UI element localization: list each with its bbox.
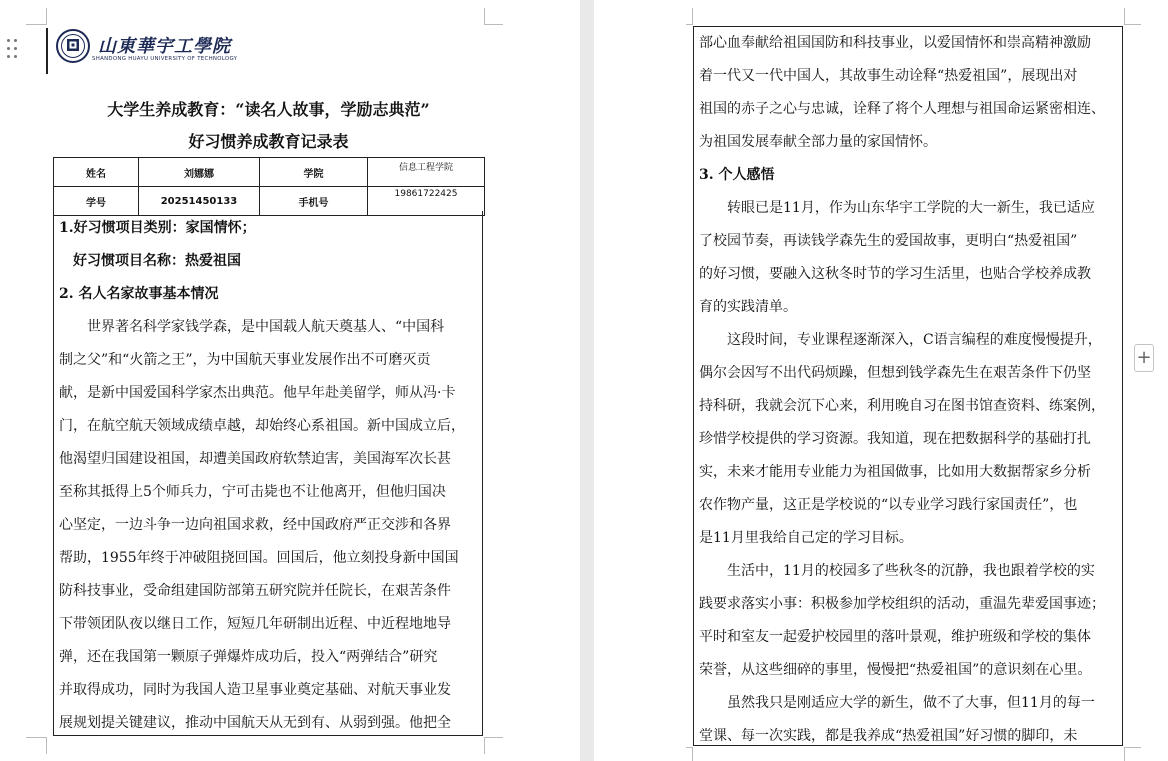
- paragraph-line: 的好习惯，要融入这秋冬时节的学习生活里，也贴合学校养成教: [699, 266, 1091, 282]
- crop-mark-top-left: [26, 8, 47, 25]
- name-value[interactable]: 刘娜娜: [139, 158, 260, 187]
- school-emblem-icon: [56, 29, 90, 63]
- document-page-right: [594, 0, 1168, 761]
- paragraph-line: 帮助，1955年终于冲破阻挠回国。回国后，他立刻投身新中国国: [59, 550, 459, 566]
- section-heading: 3. 个人感悟: [699, 167, 775, 183]
- paragraph-line: 虽然我只是刚适应大学的新生，做不了大事，但11月的每一: [699, 695, 1095, 711]
- paragraph-line: 转眼已是11月，作为山东华宇工学院的大一新生，我已适应: [699, 200, 1095, 216]
- info-table: [53, 157, 485, 216]
- school-name-en: SHANDONG HUAYU UNIVERSITY OF TECHNOLOGY: [92, 56, 238, 62]
- paragraph-line: 践要求落实小事：积极参加学校组织的活动，重温先辈爱国事迹；: [699, 596, 1105, 612]
- paragraph-line: 这段时间，专业课程逐渐深入，C语言编程的难度慢慢提升，: [699, 332, 1102, 348]
- paragraph-line: 荣誉，从这些细碎的事里，慢慢把“热爱祖国”的意识刻在心里。: [699, 662, 1092, 678]
- crop-mark-top-right: [484, 8, 503, 25]
- paragraph-line: 门，在航空航天领域成绩卓越，却始终心系祖国。新中国成立后，: [59, 418, 465, 434]
- paragraph-line: 育的实践清单。: [699, 299, 797, 315]
- paragraph-line: 展规划提关键建议，推动中国航天从无到有、从弱到强。他把全: [59, 715, 451, 731]
- paragraph-line: 堂课、每一次实践，都是我养成“热爱祖国”好习惯的脚印，未: [699, 728, 1078, 744]
- table-row: [54, 158, 485, 187]
- paragraph-line: 弹，还在我国第一颗原子弹爆炸成功后，投入“两弹结合”研究: [59, 649, 438, 665]
- name-label: 姓名: [54, 158, 139, 187]
- content-cell-left[interactable]: [53, 211, 483, 736]
- paragraph-line: 了校园节奏，再读钱学森先生的爱国故事，更明白“热爱祖国”: [699, 233, 1078, 249]
- paragraph-line: 持科研，我就会沉下心来，利用晚自习在图书馆查资料、练案例，: [699, 398, 1105, 414]
- college-label: 学院: [260, 158, 368, 187]
- paragraph-line: 好习惯项目名称：热爱祖国: [59, 253, 241, 269]
- paragraph-line: 1.好习惯项目类别：家国情怀；: [59, 220, 256, 236]
- paragraph-line: 制之父”和“火箭之王”，为中国航天事业发展作出不可磨灭贡: [59, 352, 431, 368]
- content-cell-right[interactable]: [693, 26, 1123, 746]
- paragraph-line: 至称其抵得上5个师兵力，宁可击毙也不让他离开，但他归国决: [59, 484, 446, 500]
- document-page-left: [0, 0, 580, 761]
- add-block-button[interactable]: +: [1134, 344, 1154, 372]
- paragraph-line: 祖国的赤子之心与忠诚，诠释了将个人理想与祖国命运紧密相连、: [699, 101, 1105, 117]
- paragraph-line: 心坚定，一边斗争一边向祖国求救，经中国政府严正交涉和各界: [59, 517, 451, 533]
- paragraph-line: 并取得成功，同时为我国人造卫星事业奠定基础、对航天事业发: [59, 682, 451, 698]
- document-title: 大学生养成教育：“读名人故事，学励志典范”: [107, 100, 430, 119]
- college-value[interactable]: 信息工程学院: [368, 158, 485, 187]
- paragraph-line: 世界著名科学家钱学森，是中国载人航天奠基人、“中国科: [59, 319, 445, 335]
- student-id-label: 学号: [54, 187, 139, 216]
- paragraph-line: 着一代又一代中国人，其故事生动诠释“热爱祖国”，展现出对: [699, 68, 1078, 84]
- crop-mark-bottom-left: [686, 747, 693, 761]
- paragraph-line: 他渴望归国建设祖国，却遭美国政府软禁迫害，美国海军次长甚: [59, 451, 451, 467]
- school-logo: [56, 29, 256, 69]
- paragraph-line: 下带领团队夜以继日工作，短短几年研制出近程、中近程地地导: [59, 616, 451, 632]
- document-subtitle: 好习惯养成教育记录表: [188, 132, 349, 151]
- crop-mark-top-right: [1124, 8, 1141, 25]
- page-gutter: [580, 0, 594, 761]
- text-cursor: [46, 28, 48, 74]
- paragraph-line: 实，未来才能用专业能力为祖国做事，比如用大数据帮家乡分析: [699, 464, 1091, 480]
- paragraph-line: 防科技事业，受命组建国防部第五研究院并任院长，在艰苦条件: [59, 583, 451, 599]
- drag-handle-icon[interactable]: [6, 38, 20, 60]
- paragraph-line: 生活中，11月的校园多了些秋冬的沉静，我也跟着学校的实: [699, 563, 1095, 579]
- school-name-cn: 山東華宇工學院: [98, 36, 231, 57]
- crop-mark-bottom-right: [484, 737, 503, 754]
- paragraph-line: 为祖国发展奉献全部力量的家国情怀。: [699, 134, 937, 150]
- phone-value[interactable]: 19861722425: [368, 187, 485, 216]
- paragraph-line: 平时和室友一起爱护校园里的落叶景观，维护班级和学校的集体: [699, 629, 1091, 645]
- paragraph-line: 2. 名人名家故事基本情况: [59, 286, 219, 302]
- paragraph-line: 农作物产量，这正是学校说的“以专业学习践行家国责任”，也: [699, 497, 1078, 513]
- crop-mark-top-left: [686, 8, 693, 25]
- paragraph-line: 献，是新中国爱国科学家杰出典范。他早年赴美留学，师从冯·卡: [59, 385, 456, 401]
- paragraph-line: 偶尔会因写不出代码烦躁，但想到钱学森先生在艰苦条件下仍坚: [699, 365, 1091, 381]
- paragraph-line: 是11月里我给自己定的学习目标。: [699, 530, 913, 546]
- crop-mark-bottom-right: [1124, 747, 1141, 761]
- paragraph-line: 珍惜学校提供的学习资源。我知道，现在把数据科学的基础打扎: [699, 431, 1091, 447]
- paragraph-line: 部心血奉献给祖国国防和科技事业，以爱国情怀和崇高精神激励: [699, 35, 1091, 51]
- phone-label: 手机号: [260, 187, 368, 216]
- student-id-value[interactable]: 20251450133: [139, 187, 260, 216]
- crop-mark-bottom-left: [26, 737, 47, 754]
